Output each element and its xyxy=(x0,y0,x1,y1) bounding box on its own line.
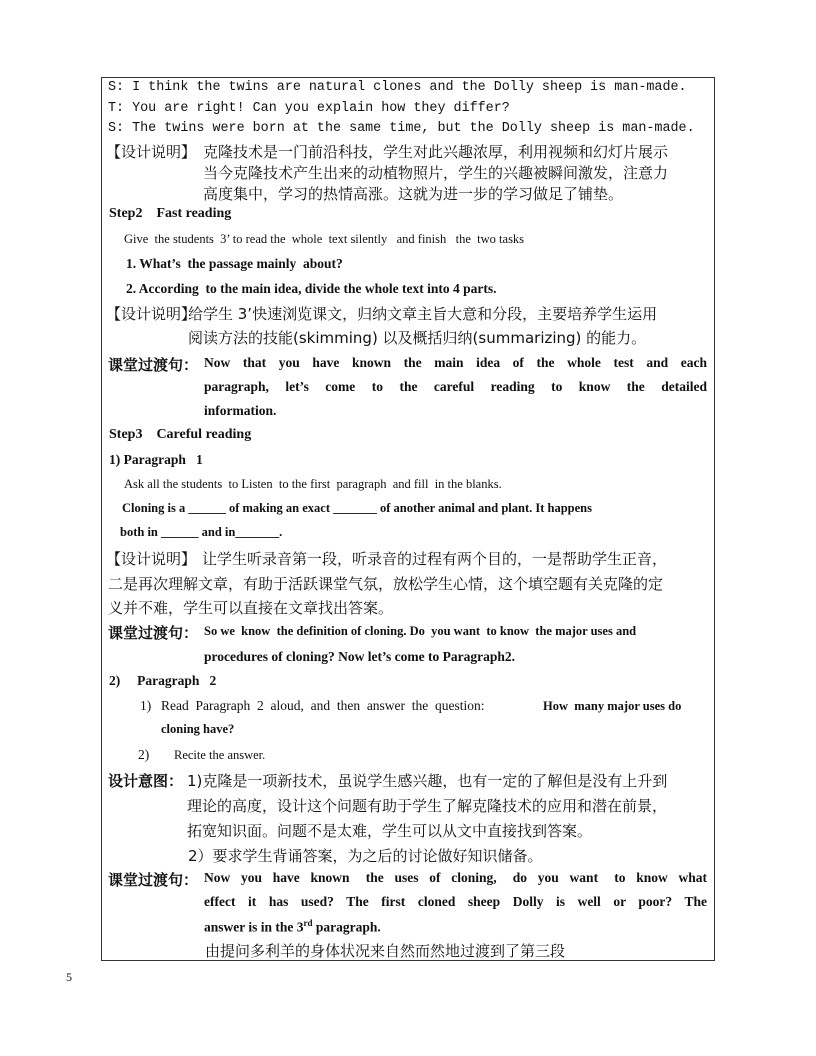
design-note-label: 【设计说明】 xyxy=(106,143,197,161)
design-intent-label: 设计意图： xyxy=(108,772,184,790)
transition-line: Now you have known the uses of cloning, do you want to know what xyxy=(204,870,707,885)
list-item-number: 1) xyxy=(140,698,152,713)
fill-blank-line: both in ______ and in_______. xyxy=(120,525,283,539)
step2-heading: Step2 Fast reading xyxy=(109,206,232,221)
step2-instruction: Give the students 3’ to read the whole text silently and finish the two tasks xyxy=(124,232,525,246)
step2-task-1: 1. What’s the passage mainly about? xyxy=(126,256,343,271)
list-item-text: Read Paragraph 2 aloud, and then answer the question: xyxy=(161,698,485,713)
paragraph-2-heading: 2) Paragraph 2 xyxy=(109,673,217,688)
list-item-text: Recite the answer. xyxy=(174,748,266,762)
transition-text: paragraph. xyxy=(312,919,381,935)
paragraph-1-heading: 1) Paragraph 1 xyxy=(109,452,203,467)
list-item-question: How many major uses do xyxy=(543,699,682,713)
design-intent-line: 理论的高度，设计这个问题有助于学生了解克隆技术的应用和潜在前景， xyxy=(187,797,668,815)
design-note-line: 让学生听录音第一段，听录音的过程有两个目的，一是帮助学生正音， xyxy=(202,550,668,568)
design-intent-line: 2）要求学生背诵答案，为之后的讨论做好知识储备。 xyxy=(188,847,543,865)
transition-line: Now that you have known the main idea of the whole test and each xyxy=(204,355,707,370)
dialogue-line: T: You are right! Can you explain how they differ? xyxy=(108,101,510,116)
list-item-question: cloning have? xyxy=(161,722,235,736)
transition-line xyxy=(204,918,381,936)
design-note-line: 克隆技术是一门前沿科技，学生对此兴趣浓厚，利用视频和幻灯片展示 xyxy=(203,143,669,161)
fill-blank-line: Cloning is a ______ of making an exact _______ of another animal and plant. It happens xyxy=(122,501,592,515)
page-number: 5 xyxy=(66,970,72,984)
step3-heading: Step3 Careful reading xyxy=(109,427,252,442)
dialogue-line: S: The twins were born at the same time, but the Dolly sheep is man-made. xyxy=(108,121,695,136)
transition-line: paragraph, let’s come to the careful reading to know the detailed xyxy=(204,379,707,394)
design-note-line: 给学生 3’快速浏览课文，归纳文章主旨大意和分段，主要培养学生运用 xyxy=(188,305,658,323)
transition-label: 课堂过渡句： xyxy=(108,871,199,889)
transition-label: 课堂过渡句： xyxy=(108,356,199,374)
ordinal-suffix: rd xyxy=(303,918,313,928)
design-note-line: 义并不难，学生可以直接在文章找出答案。 xyxy=(108,599,394,617)
step3-instruction: Ask all the students to Listen to the first paragraph and fill in the blanks. xyxy=(124,477,502,491)
transition-line: effect it has used? The first cloned sheep Dolly is well or poor? The xyxy=(204,894,707,909)
design-note-line: 二是再次理解文章，有助于活跃课堂气氛，放松学生心情，这个填空题有关克隆的定 xyxy=(108,575,664,593)
dialogue-line: S: I think the twins are natural clones and the Dolly sheep is man-made. xyxy=(108,80,687,95)
design-note-label: 【设计说明】 xyxy=(106,550,197,568)
transition-line: So we know the definition of cloning. Do you want to know the major uses and xyxy=(204,624,637,638)
design-note-line: 阅读方法的技能(skimming) 以及概括归纳(summarizing) 的能力。 xyxy=(188,329,647,347)
transition-text: answer is in the 3 xyxy=(204,919,304,935)
design-note-line: 当今克隆技术产生出来的动植物照片，学生的兴趣被瞬间激发，注意力 xyxy=(203,164,669,182)
list-item-number: 2) xyxy=(138,747,150,762)
design-intent-line: 拓宽知识面。问题不是太难，学生可以从文中直接找到答案。 xyxy=(187,822,593,840)
transition-line: procedures of cloning? Now let’s come to Paragraph2. xyxy=(204,649,515,664)
transition-line: information. xyxy=(204,403,277,418)
design-note-line: 高度集中，学习的热情高涨。这就为进一步的学习做足了铺垫。 xyxy=(203,185,624,203)
design-intent-line: 1)克隆是一项新技术，虽说学生感兴趣，也有一定的了解但是没有上升到 xyxy=(187,772,668,790)
transition-label: 课堂过渡句： xyxy=(108,624,199,642)
step2-task-2: 2. According to the main idea, divide the whole text into 4 parts. xyxy=(126,281,497,296)
design-note-label: 【设计说明】 xyxy=(106,305,197,323)
transition-note: 由提问多利羊的身体状况来自然而然地过渡到了第三段 xyxy=(205,942,566,960)
